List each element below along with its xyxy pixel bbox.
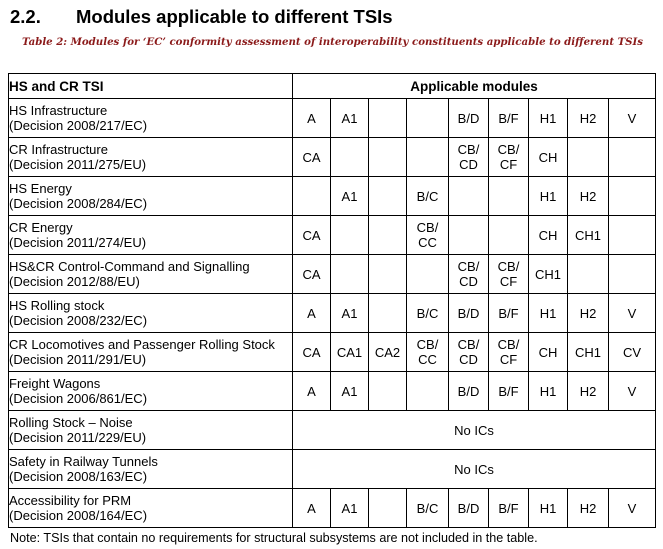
module-cell xyxy=(489,333,529,372)
module-code: B/C xyxy=(416,500,439,516)
module-cell xyxy=(407,294,449,333)
module-code: CB/ xyxy=(457,259,480,274)
tsi-decision: (Decision 2011/274/EU) xyxy=(9,235,147,250)
module-cell xyxy=(449,255,489,294)
module-cell xyxy=(331,294,369,333)
module-cell xyxy=(449,294,489,333)
tsi-name: HS&CR Control-Command and Signalling xyxy=(9,259,250,274)
module-cell xyxy=(449,489,489,528)
module-code: CB/ xyxy=(497,259,520,274)
tsi-name-cell xyxy=(9,99,293,138)
module-cell xyxy=(609,489,656,528)
module-cell xyxy=(449,372,489,411)
tsi-name: CR Locomotives and Passenger Rolling Stock xyxy=(9,337,275,352)
tsi-name-cell xyxy=(9,372,293,411)
module-cell xyxy=(529,177,568,216)
module-code: CA xyxy=(302,266,321,282)
module-code: V xyxy=(627,383,637,399)
module-code: H1 xyxy=(539,383,557,399)
module-code: B/C xyxy=(416,188,439,204)
module-code: A1 xyxy=(341,110,358,126)
tsi-decision: (Decision 2008/232/EC) xyxy=(9,313,148,328)
module-cell xyxy=(489,489,529,528)
section-title: Modules applicable to different TSIs xyxy=(76,6,393,27)
module-cell xyxy=(369,138,407,177)
tsi-name: Accessibility for PRM xyxy=(9,493,132,508)
module-cell xyxy=(293,138,331,177)
table-row xyxy=(9,489,656,528)
module-cell xyxy=(407,177,449,216)
module-cell xyxy=(568,489,609,528)
module-code: H1 xyxy=(539,500,557,516)
tsi-decision: (Decision 2012/88/EU) xyxy=(9,274,140,289)
module-cell xyxy=(407,372,449,411)
tsi-name: CR Energy xyxy=(9,220,73,235)
module-code: V xyxy=(627,500,637,516)
tsi-decision: (Decision 2011/291/EU) xyxy=(9,352,147,367)
table-header-row xyxy=(9,74,656,99)
module-cell xyxy=(529,294,568,333)
module-code: CH xyxy=(538,149,558,165)
module-code: CB/ xyxy=(457,337,480,352)
tsi-name-cell xyxy=(9,333,293,372)
module-code: A1 xyxy=(341,305,358,321)
tsi-name: HS Energy xyxy=(9,181,72,196)
module-cell xyxy=(489,99,529,138)
module-cell xyxy=(369,177,407,216)
module-cell xyxy=(407,255,449,294)
module-cell xyxy=(568,255,609,294)
module-code: CH xyxy=(538,344,558,360)
table-row xyxy=(9,138,656,177)
module-cell xyxy=(529,372,568,411)
module-code: A1 xyxy=(341,500,358,516)
module-cell xyxy=(407,138,449,177)
module-code: H2 xyxy=(579,110,597,126)
module-cell xyxy=(609,294,656,333)
tsi-decision: (Decision 2011/229/EU) xyxy=(9,430,147,445)
module-cell xyxy=(489,177,529,216)
module-cell xyxy=(529,333,568,372)
module-code: H2 xyxy=(579,188,597,204)
table-row xyxy=(9,372,656,411)
tsi-name-cell xyxy=(9,450,293,489)
module-cell xyxy=(293,99,331,138)
module-code: B/D xyxy=(457,383,480,399)
module-cell xyxy=(529,489,568,528)
module-cell xyxy=(293,216,331,255)
module-cell xyxy=(407,489,449,528)
tsi-name: CR Infrastructure xyxy=(9,142,108,157)
module-cell xyxy=(489,216,529,255)
module-code: CB/ xyxy=(416,337,439,352)
module-cell xyxy=(369,99,407,138)
module-cell xyxy=(489,372,529,411)
tsi-decision: (Decision 2008/164/EC) xyxy=(9,508,148,523)
module-cell xyxy=(331,99,369,138)
module-code: CD xyxy=(459,274,478,289)
module-cell xyxy=(293,333,331,372)
table-note: Note: TSIs that contain no requirements for structural subsystems are not included in the table. xyxy=(10,531,538,545)
module-cell xyxy=(609,99,656,138)
table-body xyxy=(9,99,656,528)
module-cell xyxy=(568,99,609,138)
module-cell xyxy=(449,216,489,255)
tsi-decision: (Decision 2006/861/EC) xyxy=(9,391,148,406)
module-code: CB/ xyxy=(457,142,480,157)
table-row xyxy=(9,255,656,294)
module-cell xyxy=(449,177,489,216)
module-code: CA xyxy=(302,149,321,165)
module-cell xyxy=(568,372,609,411)
module-cell xyxy=(568,333,609,372)
table-row xyxy=(9,450,656,489)
modules-column-header: Applicable modules xyxy=(293,74,656,99)
module-cell xyxy=(449,99,489,138)
module-code: B/F xyxy=(498,305,519,321)
module-code: CA xyxy=(302,227,321,243)
tsi-name-cell xyxy=(9,138,293,177)
module-cell xyxy=(369,489,407,528)
table-row xyxy=(9,99,656,138)
tsi-name: Safety in Railway Tunnels xyxy=(9,454,158,469)
module-code: V xyxy=(627,305,637,321)
module-code: CA2 xyxy=(374,344,401,360)
module-code: CA xyxy=(302,344,321,360)
module-code: H2 xyxy=(579,305,597,321)
module-cell xyxy=(293,255,331,294)
module-code: B/F xyxy=(498,383,519,399)
module-cell xyxy=(293,177,331,216)
module-code: CF xyxy=(499,157,518,172)
table-row xyxy=(9,294,656,333)
module-cell xyxy=(331,333,369,372)
module-code: CA1 xyxy=(336,344,363,360)
module-code: B/F xyxy=(498,500,519,516)
tsi-name: Freight Wagons xyxy=(9,376,101,391)
module-code: B/D xyxy=(457,305,480,321)
tsi-name-cell xyxy=(9,489,293,528)
module-cell xyxy=(609,372,656,411)
module-code: A xyxy=(307,500,316,516)
module-cell xyxy=(609,216,656,255)
module-cell xyxy=(331,255,369,294)
module-cell xyxy=(369,294,407,333)
module-cell xyxy=(407,333,449,372)
tsi-name: Rolling Stock – Noise xyxy=(9,415,133,430)
module-code: CH1 xyxy=(574,227,601,243)
module-code: A1 xyxy=(341,383,358,399)
module-cell xyxy=(489,294,529,333)
module-cell xyxy=(369,372,407,411)
no-ics-cell: No ICs xyxy=(293,450,656,489)
module-code: CH xyxy=(538,227,558,243)
no-ics-cell: No ICs xyxy=(293,411,656,450)
tsi-decision: (Decision 2011/275/EU) xyxy=(9,157,147,172)
module-cell xyxy=(529,216,568,255)
tsi-decision: (Decision 2008/163/EC) xyxy=(9,469,148,484)
table-row xyxy=(9,333,656,372)
module-cell xyxy=(449,138,489,177)
module-code: CH1 xyxy=(574,344,601,360)
tsi-name-cell xyxy=(9,177,293,216)
tsi-column-header: HS and CR TSI xyxy=(9,74,293,99)
module-cell xyxy=(449,333,489,372)
module-cell xyxy=(331,177,369,216)
module-code: H1 xyxy=(539,305,557,321)
module-code: CB/ xyxy=(497,337,520,352)
module-cell xyxy=(609,138,656,177)
tsi-name-cell xyxy=(9,255,293,294)
module-code: B/F xyxy=(498,110,519,126)
module-code: CF xyxy=(499,352,518,367)
module-cell xyxy=(293,294,331,333)
module-cell xyxy=(489,138,529,177)
module-cell xyxy=(331,372,369,411)
module-cell xyxy=(331,489,369,528)
module-code: H2 xyxy=(579,383,597,399)
module-cell xyxy=(609,255,656,294)
module-cell xyxy=(568,216,609,255)
module-cell xyxy=(369,216,407,255)
modules-table xyxy=(8,73,656,528)
table-row xyxy=(9,177,656,216)
module-code: A xyxy=(307,305,316,321)
module-code: CC xyxy=(418,235,437,250)
module-cell xyxy=(568,138,609,177)
module-cell xyxy=(407,216,449,255)
tsi-decision: (Decision 2008/284/EC) xyxy=(9,196,148,211)
tsi-decision: (Decision 2008/217/EC) xyxy=(9,118,148,133)
module-cell xyxy=(529,255,568,294)
module-cell xyxy=(407,99,449,138)
module-code: B/D xyxy=(457,110,480,126)
module-cell xyxy=(369,255,407,294)
section-number: 2.2. xyxy=(10,6,41,27)
tsi-name-cell xyxy=(9,294,293,333)
module-cell xyxy=(293,372,331,411)
module-code: H2 xyxy=(579,500,597,516)
module-code: V xyxy=(627,110,637,126)
module-code: A xyxy=(307,110,316,126)
tsi-name-cell xyxy=(9,411,293,450)
module-code: H1 xyxy=(539,188,557,204)
module-cell xyxy=(568,294,609,333)
module-cell xyxy=(609,333,656,372)
table-caption: Table 2: Modules for ‘EC’ conformity assessment of interoperability constituents applicable to different TSIs xyxy=(21,36,644,48)
module-code: CV xyxy=(622,344,642,360)
module-code: CD xyxy=(459,352,478,367)
module-cell xyxy=(293,489,331,528)
module-code: H1 xyxy=(539,110,557,126)
module-cell xyxy=(529,138,568,177)
module-code: CD xyxy=(459,157,478,172)
module-cell xyxy=(568,177,609,216)
module-code: B/D xyxy=(457,500,480,516)
module-cell xyxy=(331,138,369,177)
module-code: CC xyxy=(418,352,437,367)
module-code: A1 xyxy=(341,188,358,204)
tsi-name: HS Rolling stock xyxy=(9,298,105,313)
module-code: CF xyxy=(499,274,518,289)
module-code: B/C xyxy=(416,305,439,321)
module-cell xyxy=(489,255,529,294)
module-cell xyxy=(369,333,407,372)
module-cell xyxy=(529,99,568,138)
module-cell xyxy=(609,177,656,216)
module-code: CB/ xyxy=(497,142,520,157)
module-cell xyxy=(331,216,369,255)
tsi-name: HS Infrastructure xyxy=(9,103,108,118)
table-row xyxy=(9,411,656,450)
module-code: A xyxy=(307,383,316,399)
table-row xyxy=(9,216,656,255)
module-code: CH1 xyxy=(534,266,561,282)
tsi-name-cell xyxy=(9,216,293,255)
module-code: CB/ xyxy=(416,220,439,235)
